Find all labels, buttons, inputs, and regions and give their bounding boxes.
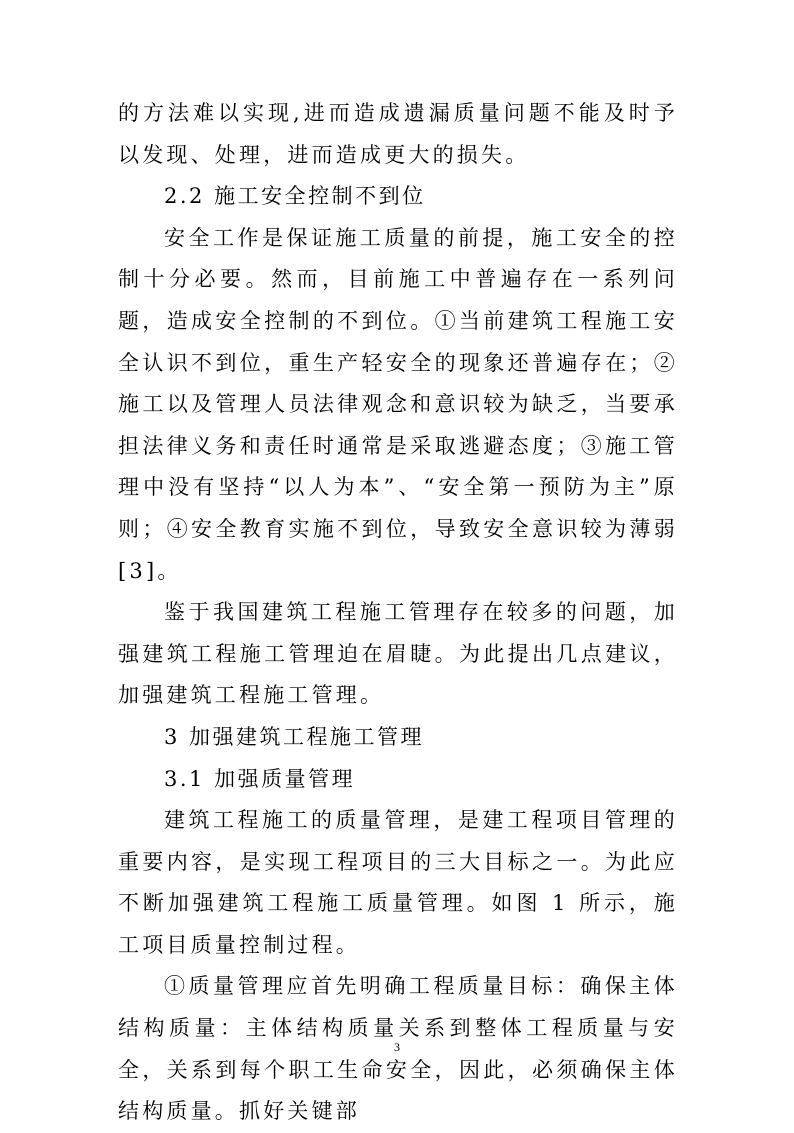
paragraph-summary: 鉴于我国建筑工程施工管理存在较多的问题，加强建筑工程施工管理迫在眉睫。为此提出几点建议，加强建筑工程施工管理。 (118, 600, 678, 708)
page-number: 3 (394, 1040, 400, 1054)
paragraph-continuation: 的方法难以实现,进而造成遗漏质量问题不能及时予以发现、处理，进而造成更大的损失。 (118, 101, 678, 167)
body-text (118, 93, 678, 1133)
paragraph-safety: 安全工作是保证施工质量的前提，施工安全的控制十分必要。然而，目前施工中普遍存在一系列问题，造成安全控制的不到位。①当前建筑工程施工安全认识不到位，重生产轻安全的现象还普遍存在；②施工以及管理人员法律观念和意识较为缺乏，当要承担法律义务和责任时通常是采取逃避态度；③施工管理中没有坚持“以人为本”、“安全第一预防为主”原则；④安全教育实施不到位，导致安全意识较为薄弱[3]。 (118, 225, 678, 583)
section-heading-2-2: 2.2 施工安全控制不到位 (164, 184, 426, 209)
section-heading-3-1: 3.1 加强质量管理 (164, 766, 356, 791)
section-heading-3: 3 加强建筑工程施工管理 (164, 724, 425, 749)
paragraph-quality-goal: ①质量管理应首先明确工程质量目标：确保主体结构质量：主体结构质量关系到整体工程质量与安全，关系到每个职工生命安全，因此，必须确保主体结构质量。抓好关键部 (118, 974, 678, 1124)
paragraph-quality: 建筑工程施工的质量管理，是建工程项目管理的重要内容，是实现工程项目的三大目标之一。为此应不断加强建筑工程施工质量管理。如图 1 所示，施工项目质量控制过程。 (118, 808, 678, 957)
